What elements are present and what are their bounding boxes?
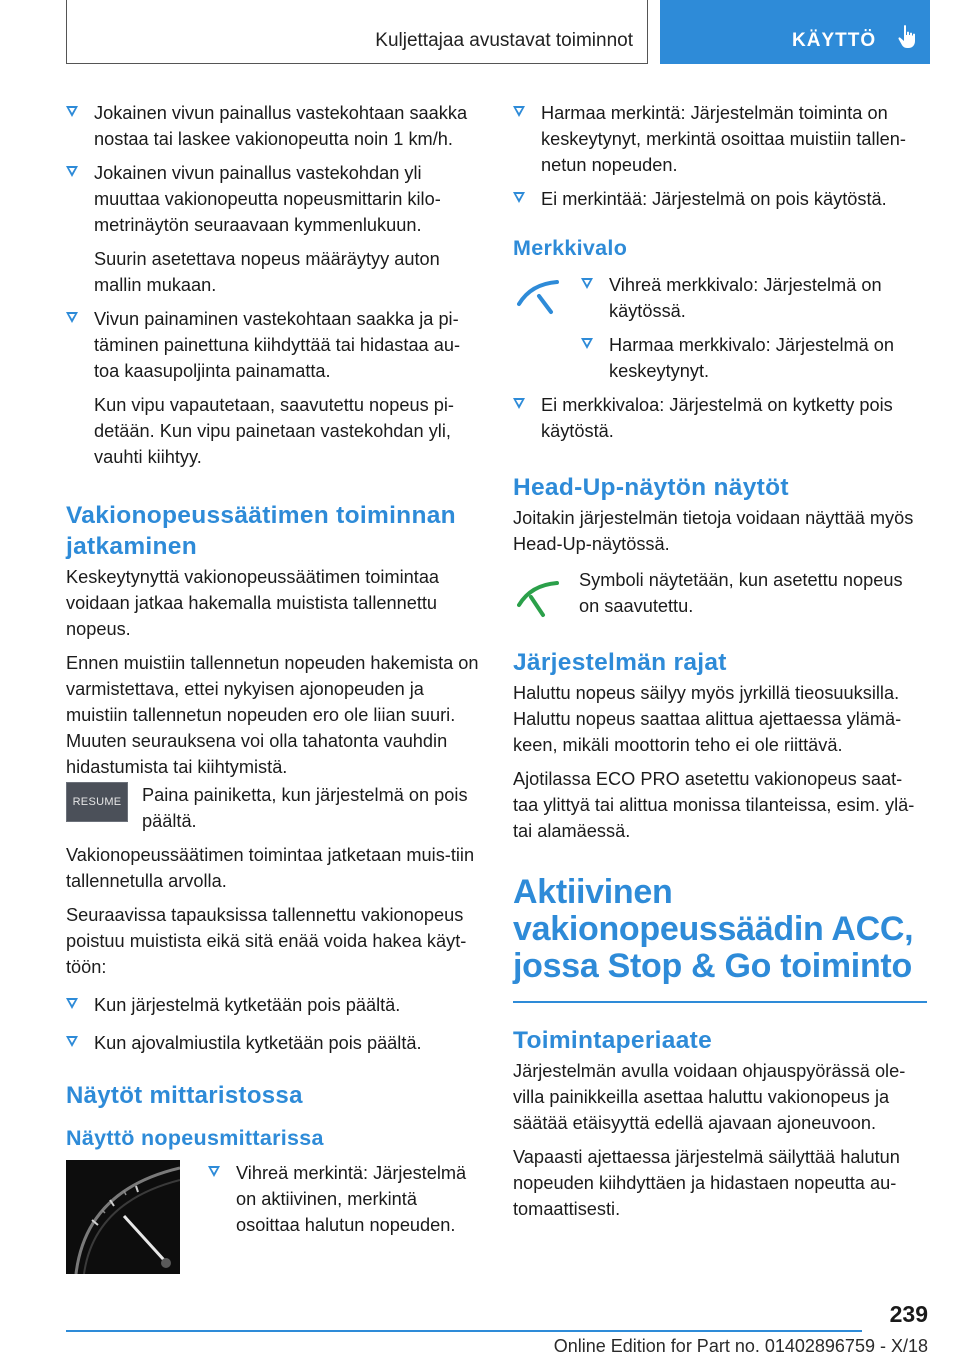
section-heading-displays: Näytöt mittaristossa bbox=[66, 1082, 303, 1109]
list-item: Kun järjestelmä kytketään pois päältä. bbox=[66, 992, 480, 1018]
paragraph: Vakionopeussäätimen toimintaa jatketaan muis-tiin tallennetulla arvolla. bbox=[66, 845, 475, 891]
header-title: Kuljettajaa avustavat toiminnot bbox=[375, 30, 633, 51]
chapter-tab-label: KÄYTTÖ bbox=[792, 30, 877, 51]
speedometer-row bbox=[66, 1160, 480, 1280]
header-title-box bbox=[66, 0, 648, 64]
subheading-indicator: Merkkivalo bbox=[513, 236, 628, 260]
list-item: Vivun painaminen vastekohtaan saakka ja pi-täminen painettuna kiihdyttää tai hidastaa au-toa kaasupoljinta painamatta. bbox=[66, 306, 480, 384]
paragraph: Joitakin järjestelmän tietoja voidaan näyttää myös Head-Up-näytössä. bbox=[513, 508, 914, 554]
hud-row bbox=[513, 567, 927, 629]
note-text: Kun vipu vapautetaan, saavutettu nopeus pi-detään. Kun vipu painetaan vastekohdan yli, vauhti kiihtyy. bbox=[94, 395, 454, 467]
list-item: Vihreä merkintä: Järjestelmä on aktiivinen, merkintä osoittaa halutun nopeuden. bbox=[208, 1160, 480, 1238]
section-heading-hud: Head-Up-näytön näytöt bbox=[513, 474, 789, 501]
paragraph: Haluttu nopeus säilyy myös jyrkillä tieosuuksilla. Haluttu nopeus saattaa alittua ajettaessa ylämä-keen, mikäli moottorin teho ei ole riittävä. bbox=[513, 683, 902, 755]
hud-speed-marker-icon bbox=[517, 579, 561, 624]
right-column bbox=[513, 100, 927, 1230]
footer-divider bbox=[66, 1330, 862, 1332]
paragraph: Ajotilassa ECO PRO asetettu vakionopeus saat-taa ylittyä tai alittua monissa tilanteissa, esim. ylä-tai alamäessä. bbox=[513, 769, 915, 841]
section-heading-limits: Järjestelmän rajat bbox=[513, 649, 727, 676]
section-heading-resume: Vakionopeussäätimen toiminnan jatkaminen bbox=[66, 502, 456, 560]
indicator-row bbox=[513, 272, 927, 384]
paragraph: Vapaasti ajettaessa järjestelmä säilyttää halutun nopeuden kiihdyttäen ja hidastaen nopeutta au-tomaattisesti. bbox=[513, 1147, 900, 1219]
list-item: Ei merkkivaloa: Järjestelmä on kytketty pois käytöstä. bbox=[513, 392, 927, 444]
section-heading-principle: Toimintaperiaate bbox=[513, 1027, 713, 1054]
list-item: Kun ajovalmiustila kytketään pois päältä. bbox=[66, 1030, 480, 1056]
chapter-heading: Aktiivinen vakionopeussäädin ACC, jossa Stop & Go toiminto bbox=[513, 873, 914, 985]
list-item: Jokainen vivun painallus vastekohtaan saakka nostaa tai laskee vakionopeutta noin 1 km/h. bbox=[66, 100, 480, 152]
subheading-speedometer: Näyttö nopeusmittarissa bbox=[66, 1126, 324, 1150]
list-item: Vihreä merkkivalo: Järjestelmä on käytössä. bbox=[581, 272, 927, 324]
footer-edition: Online Edition for Part no. 01402896759 - X/18 bbox=[553, 1336, 928, 1356]
page-number: 239 bbox=[889, 1301, 928, 1327]
note-text: Suurin asetettava nopeus määräytyy auton mallin mukaan. bbox=[94, 249, 440, 295]
resume-button[interactable]: RESUME bbox=[66, 782, 128, 822]
chapter-tab[interactable] bbox=[660, 0, 930, 64]
speedometer-image bbox=[66, 1160, 180, 1274]
paragraph: Seuraavissa tapauksissa tallennettu vakionopeus poistuu muistista eikä sitä enää voida hakea käyt-töön: bbox=[66, 905, 467, 977]
list-item: Harmaa merkintä: Järjestelmän toiminta on keskeytynyt, merkintä osoittaa muistiin tallen-netun nopeuden. bbox=[513, 100, 927, 178]
list-item: Harmaa merkkivalo: Järjestelmä on keskeytynyt. bbox=[581, 332, 927, 384]
paragraph: Keskeytynyttä vakionopeussäätimen toimintaa voidaan jatkaa hakemalla muistista tallennettu nopeus. bbox=[66, 567, 440, 639]
resume-text: Paina painiketta, kun järjestelmä on pois päältä. bbox=[142, 785, 468, 831]
speed-marker-icon bbox=[517, 280, 561, 321]
paragraph: Järjestelmän avulla voidaan ohjauspyörässä ole-villa painikkeilla asettaa haluttu vakionopeus ja säätää etäisyyttä edellä ajavaan ajoneuvoon. bbox=[513, 1061, 906, 1133]
list-item: Jokainen vivun painallus vastekohdan yli muuttaa vakionopeutta nopeusmittarin kilo-metrinäytön seuraavaan kymmenlukuun. bbox=[66, 160, 480, 238]
left-column bbox=[66, 100, 480, 1280]
hand-pointer-icon bbox=[896, 24, 920, 55]
list-item: Ei merkintää: Järjestelmä on pois käytöstä. bbox=[513, 186, 927, 212]
resume-row bbox=[66, 782, 480, 834]
paragraph: Ennen muistiin tallennetun nopeuden hakemista on varmistettava, ettei nykyisen ajonopeuden ja muistiin tallennetun nopeuden ero ole liian suuri. Muuten seurauksena voi olla tahatonta vauhdin hidastumista tai kiihtymistä. bbox=[66, 653, 479, 777]
hud-symbol-text: Symboli näytetään, kun asetettu nopeus on saavutettu. bbox=[579, 570, 903, 616]
